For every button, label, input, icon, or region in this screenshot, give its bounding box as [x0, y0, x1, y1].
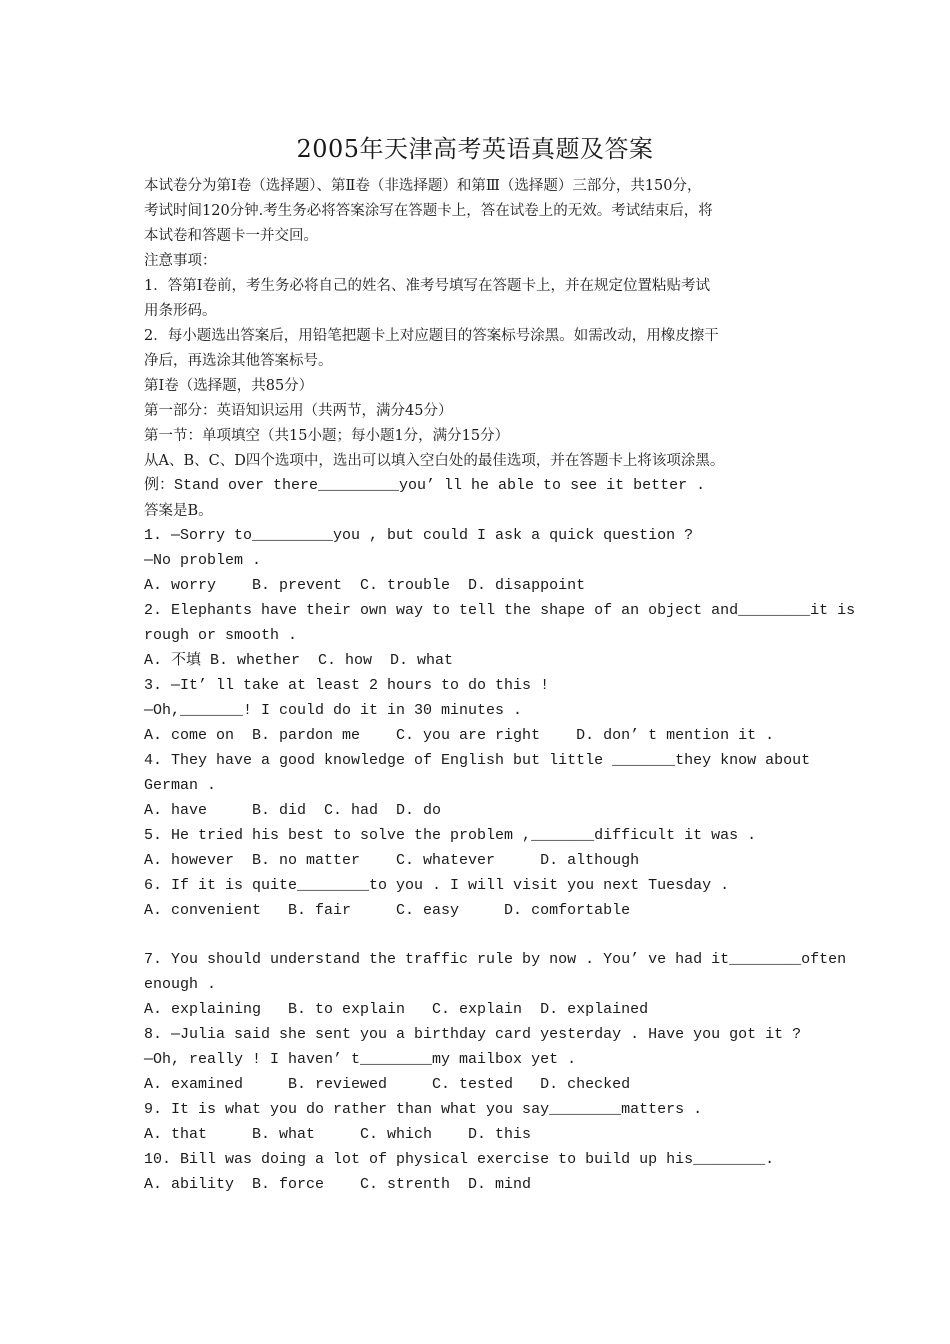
page-title: 2005年天津高考英语真题及答案 — [296, 135, 654, 163]
question-line: —Oh,_______! I could do it in 30 minutes . — [144, 702, 523, 719]
question-options: A. 不填 B. whether C. how D. what — [144, 652, 454, 669]
notice-item: 1．答第Ⅰ卷前，考生务必将自己的姓名、准考号填写在答题卡上，并在规定位置粘贴考试 — [144, 278, 710, 294]
section-heading: 第Ⅰ卷（选择题，共85分） — [144, 378, 314, 394]
example-question: 例：Stand over there_________you’ ll he able to see it better . — [144, 477, 706, 494]
question-line: 10. Bill was doing a lot of physical exercise to build up his________. — [144, 1151, 775, 1168]
question-options: A. convenient B. fair C. easy D. comfortable — [144, 902, 631, 919]
notice-item: 用条形码。 — [144, 303, 217, 319]
intro-line: 考试时间120分钟.考生务必将答案涂写在答题卡上，答在试卷上的无效。考试结束后，将 — [144, 203, 713, 219]
question-options: A. however B. no matter C. whatever D. although — [144, 852, 640, 869]
notice-heading: 注意事项： — [144, 253, 217, 269]
question-options: A. explaining B. to explain C. explain D. explained — [144, 1001, 649, 1018]
question-options: A. have B. did C. had D. do — [144, 802, 442, 819]
section-heading: 第一节：单项填空（共15小题；每小题1分，满分15分） — [144, 428, 510, 444]
question-line: 3. —It’ ll take at least 2 hours to do this ! — [144, 677, 550, 694]
question-line: 8. —Julia said she sent you a birthday card yesterday . Have you got it ? — [144, 1026, 802, 1043]
question-line: 4. They have a good knowledge of English but little _______they know about — [144, 752, 811, 769]
question-line: 6. If it is quite________to you . I will visit you next Tuesday . — [144, 877, 730, 894]
question-line: 9. It is what you do rather than what you say________matters . — [144, 1101, 703, 1118]
question-line: 5. He tried his best to solve the problem ,_______difficult it was . — [144, 827, 757, 844]
question-line: 2. Elephants have their own way to tell the shape of an object and________it is — [144, 602, 856, 619]
question-line: 7. You should understand the traffic rule by now . You’ ve had it________often — [144, 951, 847, 968]
notice-item: 净后，再选涂其他答案标号。 — [144, 353, 333, 369]
question-options: A. come on B. pardon me C. you are right D. don’ t mention it . — [144, 727, 775, 744]
question-options: A. worry B. prevent C. trouble D. disappoint — [144, 577, 586, 594]
question-options: A. ability B. force C. strenth D. mind — [144, 1176, 532, 1193]
question-line: enough . — [144, 976, 217, 993]
question-options: A. examined B. reviewed C. tested D. checked — [144, 1076, 631, 1093]
intro-line: 本试卷分为第Ⅰ卷（选择题）、第Ⅱ卷（非选择题）和第Ⅲ（选择题）三部分，共150分， — [144, 178, 702, 194]
question-line: —Oh, really ! I haven’ t________my mailbox yet . — [144, 1051, 577, 1068]
question-options: A. that B. what C. which D. this — [144, 1126, 532, 1143]
section-heading: 第一部分：英语知识运用（共两节，满分45分） — [144, 403, 453, 419]
example-answer: 答案是B。 — [144, 503, 213, 519]
question-line: rough or smooth . — [144, 627, 298, 644]
section-instructions: 从A、B、C、D四个选项中，选出可以填入空白处的最佳选项，并在答题卡上将该项涂黑。 — [144, 453, 725, 469]
intro-line: 本试卷和答题卡一并交回。 — [144, 228, 318, 244]
question-line: —No problem . — [144, 552, 262, 569]
question-line: 1. —Sorry to_________you , but could I ask a quick question ? — [144, 527, 694, 544]
question-line: German . — [144, 777, 217, 794]
notice-item: 2．每小题选出答案后，用铅笔把题卡上对应题目的答案标号涂黑。如需改动，用橡皮擦干 — [144, 328, 719, 344]
